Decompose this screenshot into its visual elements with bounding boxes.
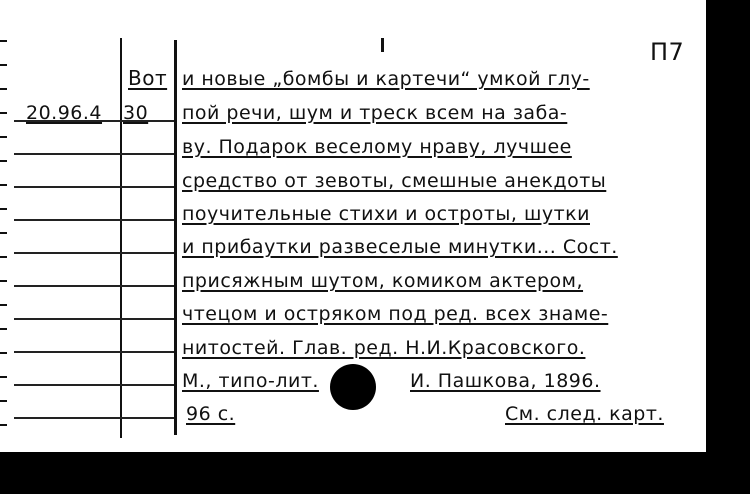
entry-line: и прибаутки развеселые минутки... Сост. xyxy=(182,236,618,258)
main-vertical-rule xyxy=(174,40,177,435)
ruled-line xyxy=(14,186,174,188)
entry-line: нитостей. Глав. ред. Н.И.Красовского. xyxy=(182,337,586,359)
entry-line: средство от зевоты, смешные анекдоты xyxy=(182,170,607,192)
ruled-line xyxy=(14,285,174,287)
ruled-line xyxy=(14,219,174,221)
ruled-line xyxy=(14,384,174,386)
entry-line: и новые „бомбы и картечи“ умкой глу- xyxy=(182,68,590,90)
page-number: П7 xyxy=(650,38,685,66)
ruled-line xyxy=(14,153,174,155)
imprint-place: М., типо-лит. xyxy=(182,370,319,392)
ruled-line xyxy=(14,417,174,419)
entry-line: присяжным шутом, комиком актером, xyxy=(182,270,584,292)
shelf-mark-suffix: 30 xyxy=(123,102,149,124)
entry-line: пой речи, шум и треск всем на заба- xyxy=(182,102,568,124)
imprint-publisher: И. Пашкова, 1896. xyxy=(410,370,601,392)
left-vertical-rule xyxy=(120,38,122,438)
shelf-mark: 20.96.4 xyxy=(26,102,103,124)
entry-line: чтецом и остряком под ред. всех знаме- xyxy=(182,303,609,325)
pagination: 96 с. xyxy=(186,403,236,425)
ruled-line xyxy=(14,351,174,353)
tick-mark xyxy=(381,38,384,52)
ruled-line xyxy=(14,252,174,254)
scan-border xyxy=(0,452,750,494)
punch-hole xyxy=(330,364,376,410)
entry-line: поучительные стихи и остроты, шутки xyxy=(182,203,590,225)
entry-line: ву. Подарок веселому нраву, лучшее xyxy=(182,136,572,158)
see-next-card: См. след. карт. xyxy=(505,403,664,425)
header-word: Вот xyxy=(128,66,168,90)
margin-marks xyxy=(0,30,10,450)
ruled-line xyxy=(14,318,174,320)
